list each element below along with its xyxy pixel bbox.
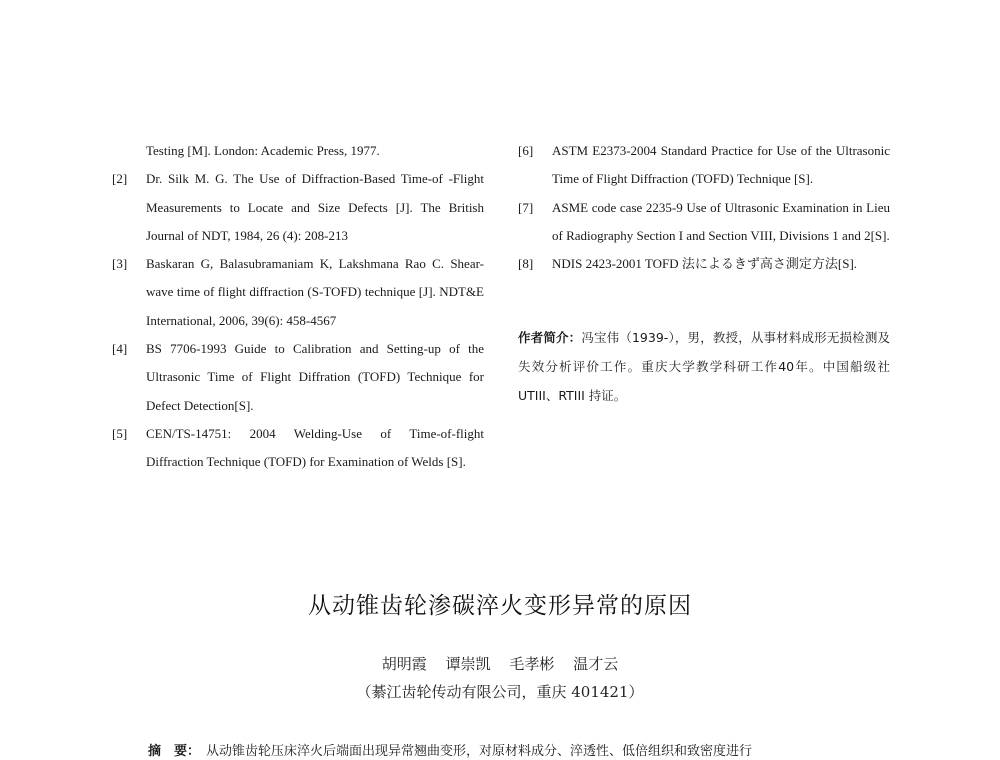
- author-intro-text: 冯宝伟（1939-），男，教授，从事材料成形无损检测及失效分析评价工作。重庆大学教学科研工作40年。中国船级社 UTIII、RTIII 持证。: [518, 330, 890, 404]
- author-name: 温才云: [573, 655, 619, 673]
- abstract: [148, 740, 888, 759]
- author-list: [0, 653, 1000, 674]
- author-name: 毛孝彬: [509, 655, 555, 673]
- reference-item: [112, 250, 484, 335]
- article-title: 从动锥齿轮渗碳淬火变形异常的原因: [308, 593, 692, 619]
- author-introduction: [518, 323, 890, 410]
- reference-text: ASME code case 2235-9 Use of Ultrasonic Examination in Lieu of Radiography Section I and Section VIII, Divisions 1 and 2[S].: [552, 199, 890, 243]
- reference-text: CEN/TS-14751: 2004 Welding-Use of Time-of-flight Diffraction Technique (TOFD) for Examination of Welds [S].: [146, 425, 484, 470]
- abstract-label: 摘 要：: [148, 744, 201, 759]
- reference-number: [8]: [518, 256, 534, 272]
- right-column: [518, 137, 890, 410]
- reference-item: [112, 420, 484, 477]
- affiliation: （綦江齿轮传动有限公司，重庆 401421）: [356, 683, 644, 701]
- reference-item: [518, 250, 890, 278]
- reference-item: [518, 194, 890, 251]
- abstract-text: 从动锥齿轮压床淬火后端面出现异常翘曲变形，对原材料成分、淬透性、低倍组织和致密度进行: [206, 744, 753, 759]
- author-intro-label: 作者简介：: [518, 330, 582, 346]
- reference-continuation: Testing [M]. London: Academic Press, 1977.: [146, 143, 380, 158]
- reference-item: [112, 165, 484, 250]
- reference-item: [112, 335, 484, 420]
- reference-number: [6]: [518, 143, 534, 158]
- reference-number: [3]: [112, 256, 128, 272]
- reference-text: ASTM E2373-2004 Standard Practice for Use of the Ultrasonic Time of Flight Diffraction (TOFD) Technique [S].: [552, 143, 890, 187]
- author-name: 谭崇凯: [445, 655, 491, 673]
- reference-text: Dr. Silk M. G. The Use of Diffraction-Based Time-of -Flight Measurements to Locate and Size Defects [J]. The British Journal of NDT, 1984, 26 (4): 208-213: [146, 171, 484, 243]
- reference-text: NDIS 2423-2001 TOFD 法によるきず高さ測定方法[S].: [552, 256, 858, 272]
- reference-number: [4]: [112, 341, 128, 357]
- reference-number: [2]: [112, 171, 128, 187]
- reference-number: [5]: [112, 425, 128, 441]
- reference-text: BS 7706-1993 Guide to Calibration and Setting-up of the Ultrasonic Time of Flight Diffration (TOFD) Technique for Defect Detection[S].: [146, 341, 484, 413]
- author-name: 胡明霞: [381, 655, 427, 673]
- reference-number: [7]: [518, 199, 534, 215]
- reference-item: [518, 137, 890, 194]
- left-column: [112, 137, 484, 477]
- reference-text: Baskaran G, Balasubramaniam K, Lakshmana Rao C. Shear-wave time of flight diffraction (S-TOFD) technique [J]. NDT&E International, 2006, 39(6): 458-4567: [146, 256, 484, 328]
